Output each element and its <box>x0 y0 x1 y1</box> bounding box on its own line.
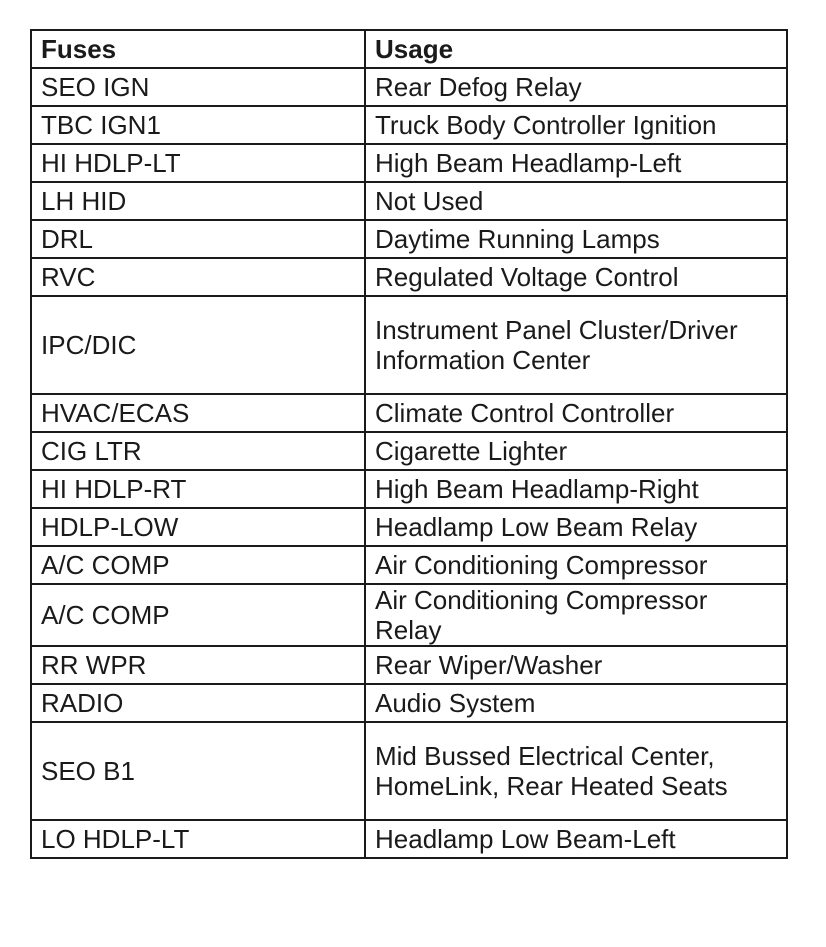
fuse-usage-table <box>30 29 788 859</box>
fuse-cell: CIG LTR <box>31 432 365 470</box>
table-row <box>31 144 787 182</box>
table-row <box>31 470 787 508</box>
usage-cell: Instrument Panel Cluster/Driver Information Center <box>365 296 787 394</box>
usage-cell: Headlamp Low Beam-Left <box>365 820 787 858</box>
usage-cell: Rear Defog Relay <box>365 68 787 106</box>
usage-cell: Climate Control Controller <box>365 394 787 432</box>
usage-cell: Rear Wiper/Washer <box>365 646 787 684</box>
fuse-cell: SEO IGN <box>31 68 365 106</box>
fuse-cell: HDLP-LOW <box>31 508 365 546</box>
fuse-cell: IPC/DIC <box>31 296 365 394</box>
column-header-fuses: Fuses <box>31 30 365 68</box>
table-row <box>31 646 787 684</box>
table-row <box>31 182 787 220</box>
table-row <box>31 508 787 546</box>
fuse-cell: A/C COMP <box>31 584 365 646</box>
table-row <box>31 584 787 646</box>
fuse-cell: A/C COMP <box>31 546 365 584</box>
table-row <box>31 684 787 722</box>
usage-cell: Headlamp Low Beam Relay <box>365 508 787 546</box>
fuse-cell: HI HDLP-LT <box>31 144 365 182</box>
usage-cell: Audio System <box>365 684 787 722</box>
fuse-cell: LO HDLP-LT <box>31 820 365 858</box>
usage-cell: Regulated Voltage Control <box>365 258 787 296</box>
table-row <box>31 394 787 432</box>
column-header-usage: Usage <box>365 30 787 68</box>
table-header-row <box>31 30 787 68</box>
table-row <box>31 722 787 820</box>
usage-cell: High Beam Headlamp-Right <box>365 470 787 508</box>
usage-cell: Cigarette Lighter <box>365 432 787 470</box>
table-row <box>31 820 787 858</box>
fuse-cell: RVC <box>31 258 365 296</box>
usage-cell: Air Conditioning Compressor Relay <box>365 584 787 646</box>
fuse-cell: TBC IGN1 <box>31 106 365 144</box>
fuse-cell: DRL <box>31 220 365 258</box>
table-row <box>31 296 787 394</box>
fuse-cell: SEO B1 <box>31 722 365 820</box>
fuse-cell: LH HID <box>31 182 365 220</box>
usage-cell: Not Used <box>365 182 787 220</box>
usage-cell: High Beam Headlamp-Left <box>365 144 787 182</box>
table-row <box>31 106 787 144</box>
usage-cell: Daytime Running Lamps <box>365 220 787 258</box>
table-row <box>31 432 787 470</box>
fuse-cell: RR WPR <box>31 646 365 684</box>
table-row <box>31 546 787 584</box>
fuse-cell: HVAC/ECAS <box>31 394 365 432</box>
table-row <box>31 68 787 106</box>
usage-cell: Truck Body Controller Ignition <box>365 106 787 144</box>
fuse-cell: HI HDLP-RT <box>31 470 365 508</box>
fuse-cell: RADIO <box>31 684 365 722</box>
table-row <box>31 258 787 296</box>
table-row <box>31 220 787 258</box>
usage-cell: Mid Bussed Electrical Center, HomeLink, Rear Heated Seats <box>365 722 787 820</box>
usage-cell: Air Conditioning Compressor <box>365 546 787 584</box>
